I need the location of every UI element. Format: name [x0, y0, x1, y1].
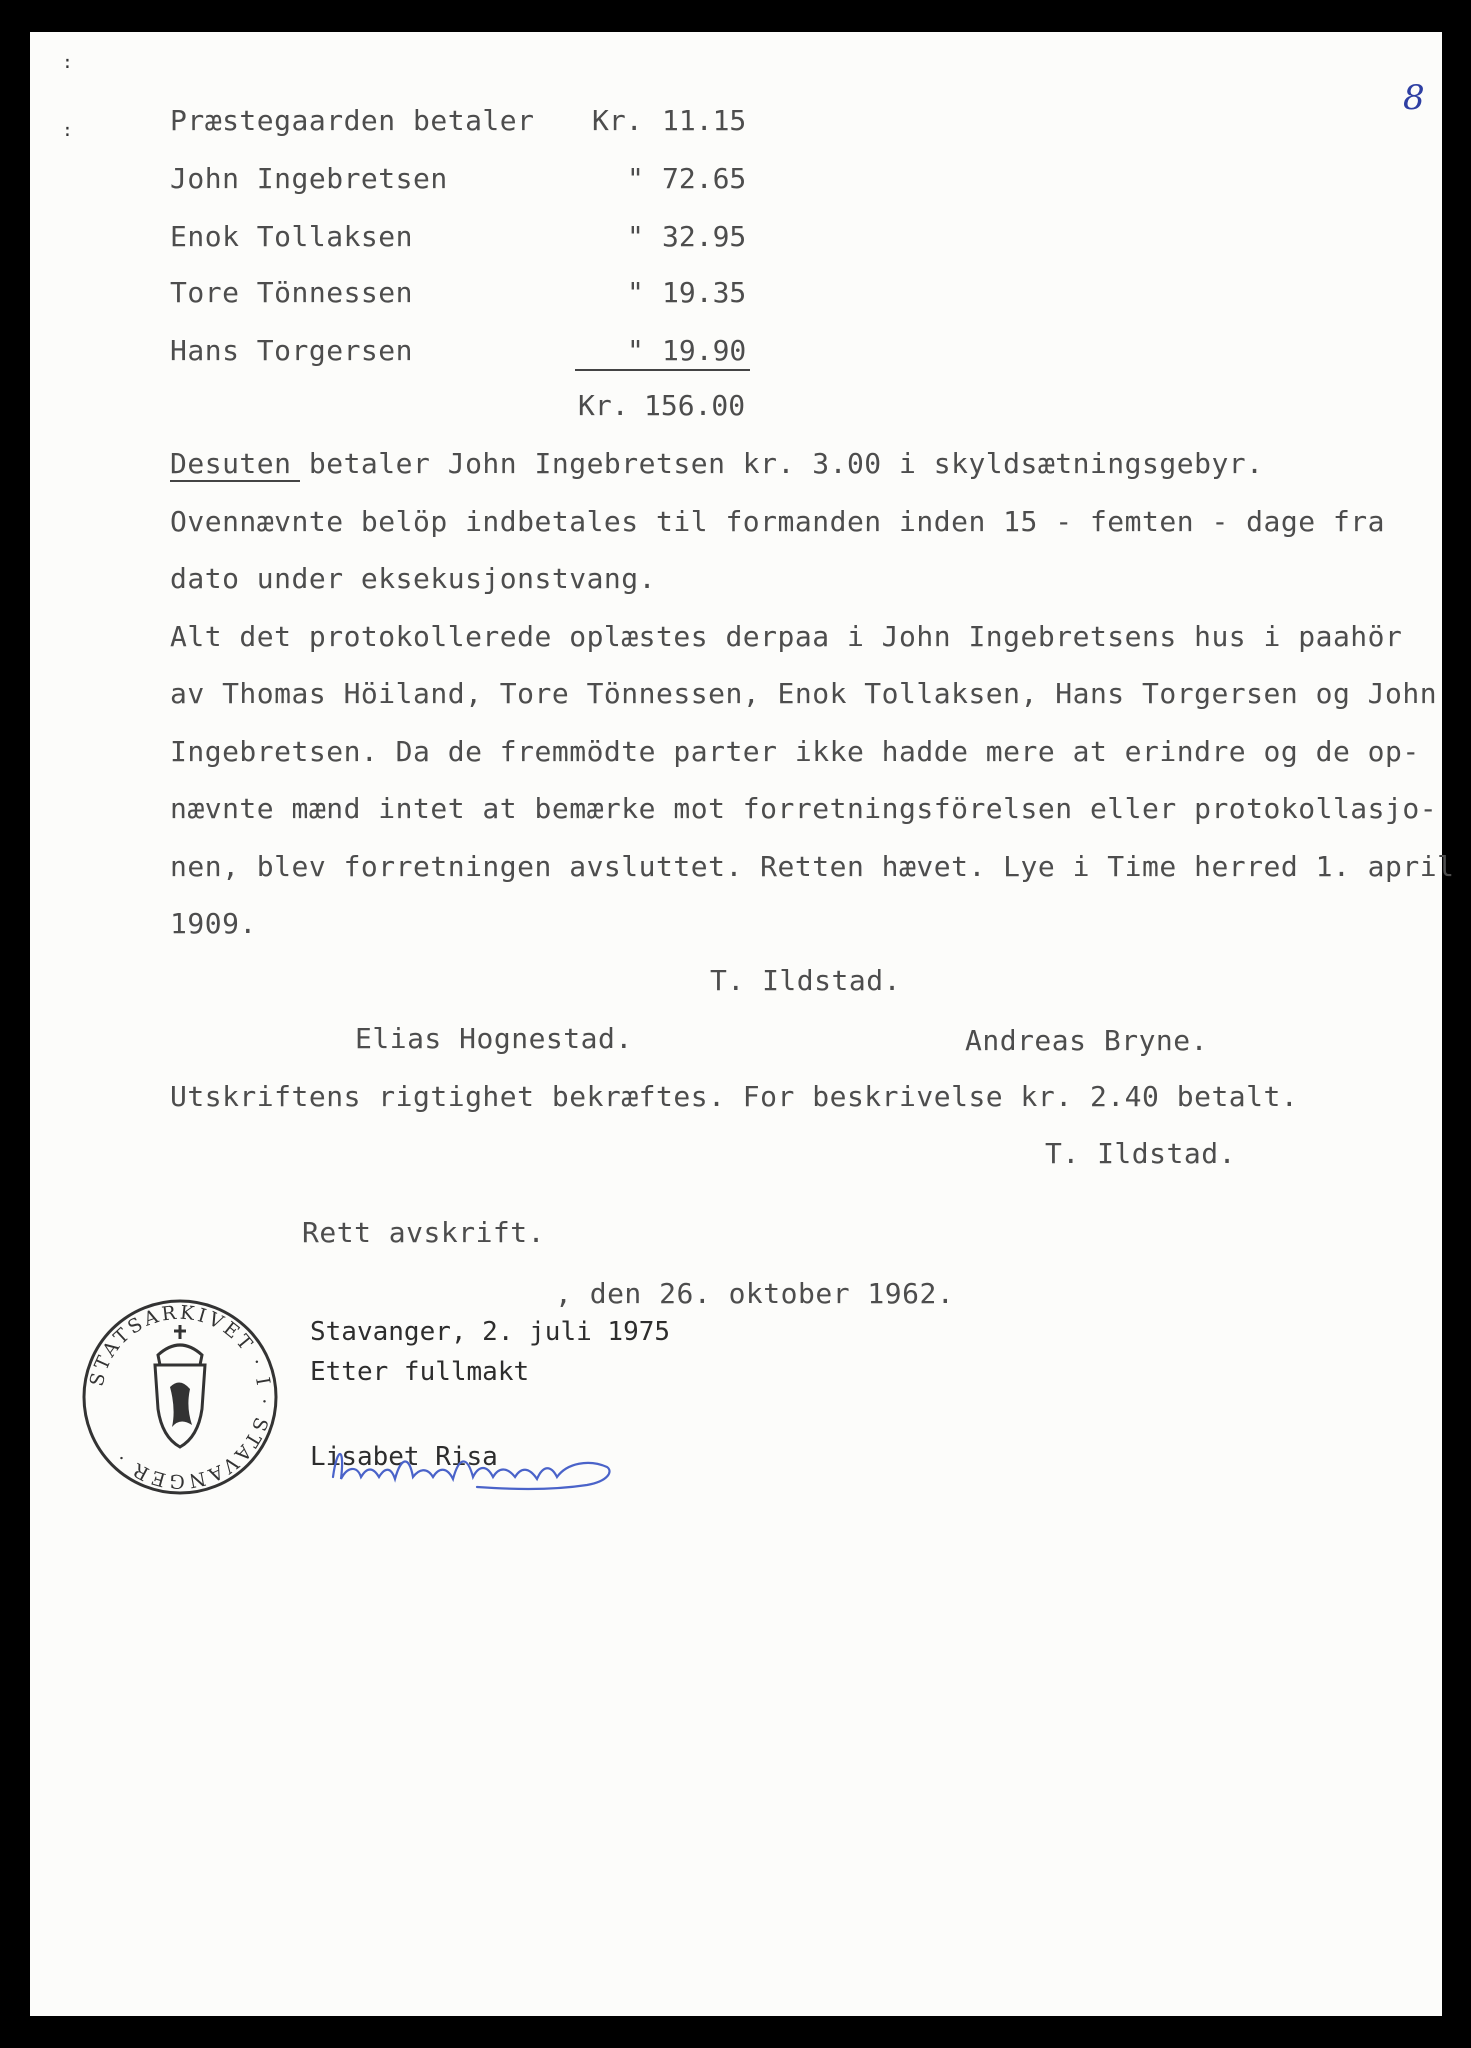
payment-amount: 32.95 [662, 220, 747, 253]
copy-date: , den 26. oktober 1962. [555, 1277, 955, 1310]
payment-prefix: " [627, 220, 644, 253]
signature-2: T. Ildstad. [1045, 1137, 1236, 1170]
body-line: av Thomas Höiland, Tore Tönnessen, Enok Tollaksen, Hans Torgersen og John [170, 677, 1438, 710]
payment-prefix: " [627, 334, 644, 367]
witness-right: Andreas Bryne. [965, 1024, 1209, 1057]
payment-name: John Ingebretsen [170, 162, 448, 195]
signature-1: T. Ildstad. [710, 964, 901, 997]
body-line: Desuten betaler John Ingebretsen kr. 3.00 i skyldsætningsgebyr. [170, 447, 1264, 480]
body-line: Ingebretsen. Da de fremmödte parter ikke hadde mere at erindre og de op- [170, 735, 1420, 768]
payment-amount: 19.90 [662, 334, 747, 367]
svg-text:STATSARKIVET · I · STAVANGER ·: STATSARKIVET · I · STAVANGER · [85, 1301, 276, 1493]
stamp-place-date: Stavanger, 2. juli 1975 [310, 1317, 671, 1347]
payment-prefix: " [627, 276, 644, 309]
payment-name: Tore Tönnessen [170, 276, 414, 309]
body-line: nen, blev forretningen avsluttet. Retten hævet. Lye i Time herred 1. april [170, 850, 1455, 883]
word-underline [170, 480, 300, 482]
archive-seal [80, 1297, 280, 1497]
body-line: Ovennævnte belöp indbetales til formanden inden 15 - femten - dage fra [170, 505, 1386, 538]
payment-name: Præstegaarden betaler [170, 104, 535, 137]
body-line: 1909. [170, 907, 257, 940]
body-line: dato under eksekusjonstvang. [170, 562, 657, 595]
payment-name: Hans Torgersen [170, 334, 414, 367]
stamp-authority: Etter fullmakt [310, 1357, 530, 1387]
corner-mark: : [62, 120, 73, 141]
payment-amount: 19.35 [662, 276, 747, 309]
payment-prefix: Kr. [592, 104, 643, 137]
page-number: 8 [1403, 78, 1425, 118]
sum-underline [575, 369, 750, 371]
corner-mark: : [62, 52, 73, 73]
stamp-signer: Lisabet Risa [310, 1442, 498, 1472]
payment-prefix: " [627, 162, 644, 195]
payment-amount: 72.65 [662, 162, 747, 195]
certification-line: Utskriftens rigtighet bekræftes. For beskrivelse kr. 2.40 betalt. [170, 1080, 1299, 1113]
body-line: Alt det protokollerede oplæstes derpaa i John Ingebretsens hus i paahör [170, 620, 1403, 653]
witness-left: Elias Hognestad. [355, 1022, 633, 1055]
document-page [30, 32, 1455, 2016]
copy-note: Rett avskrift. [302, 1216, 546, 1249]
handwritten-signature [327, 1437, 627, 1497]
total-amount: 156.00 [644, 389, 746, 422]
total-prefix: Kr. [578, 389, 629, 422]
payment-name: Enok Tollaksen [170, 220, 414, 253]
body-line: nævnte mænd intet at bemærke mot forretningsförelsen eller protokollasjo- [170, 792, 1438, 825]
payment-amount: 11.15 [662, 104, 747, 137]
